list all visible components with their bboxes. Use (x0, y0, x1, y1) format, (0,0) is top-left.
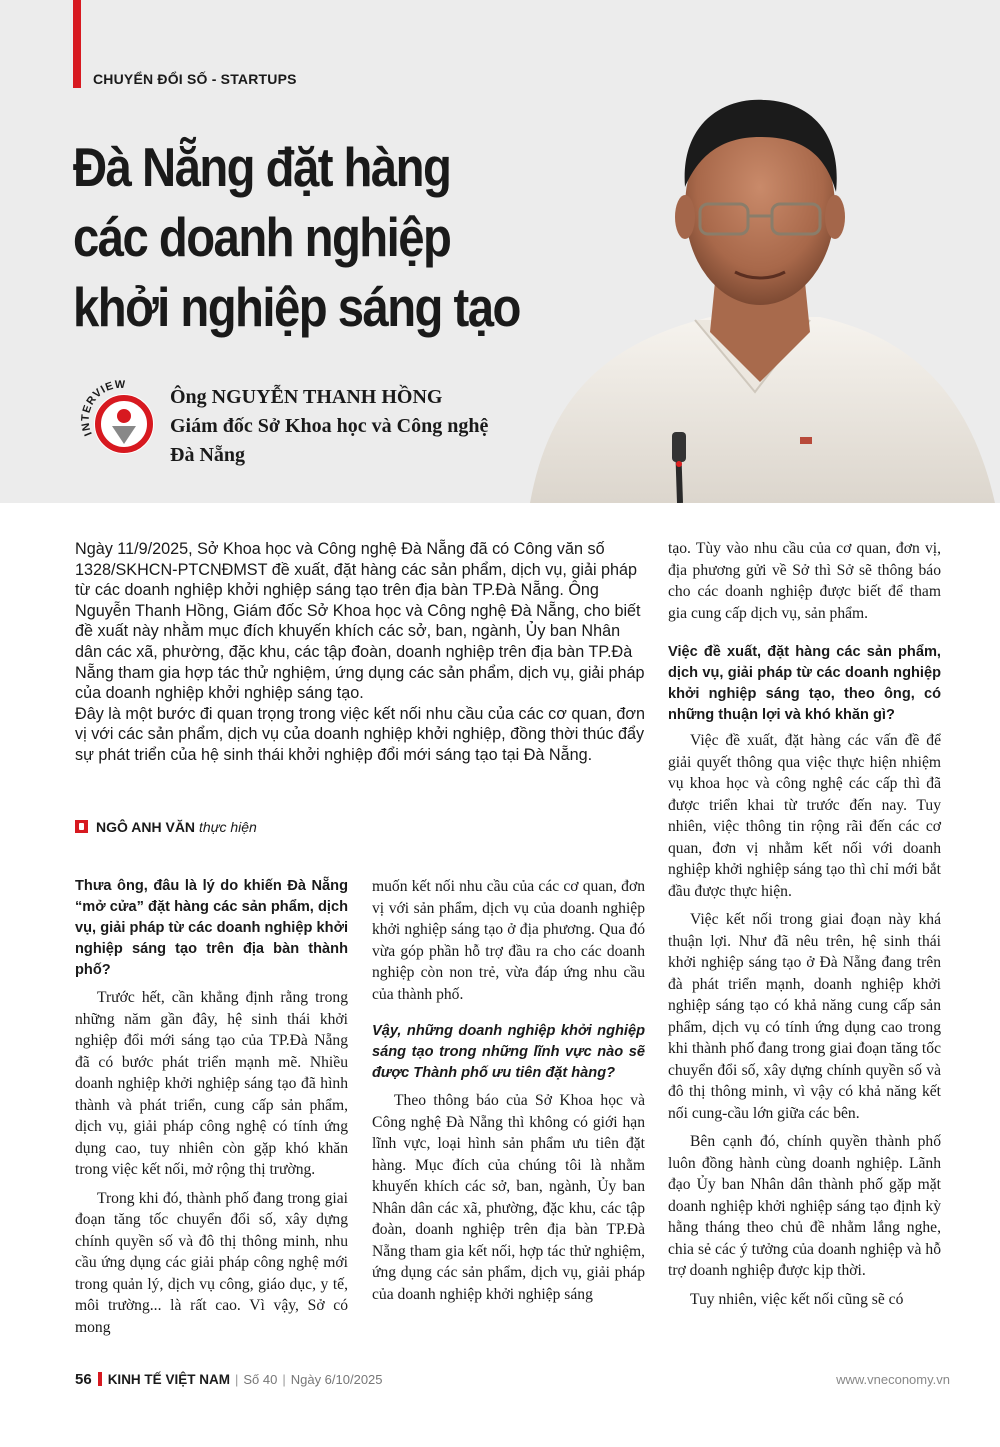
byline (75, 817, 257, 837)
interviewee-name: Ông NGUYỄN THANH HỒNG (170, 386, 443, 408)
column-2 (372, 876, 645, 1312)
page-number: 56 (75, 1371, 92, 1388)
paragraph: Bên cạnh đó, chính quyền thành phố luôn đồng hành cùng doanh nghiệp. Lãnh đạo Ủy ban Nhân dân thành phố gặp mặt doanh nghiệp khởi nghiệp sáng tạo định kỳ hằng tháng theo chủ đề nhằm lắng nghe, chia sẻ các ý tưởng của doanh nghiệp và hỗ trợ doanh nghiệp được kịp thời. (668, 1133, 941, 1279)
header-band (0, 0, 1000, 503)
website: www.vneconomy.vn (836, 1372, 950, 1387)
headline (73, 132, 555, 342)
paragraph: Việc kết nối trong giai đoạn này khá thuận lợi. Như đã nêu trên, hệ sinh thái khởi nghiệp sáng tạo ở Đà Nẵng đang trên đà phát triển mạnh, doanh nghiệp khởi nghiệp sáng tạo có khả năng cung cấp sản phẩm, dịch vụ có tính ứng dụng cao trong khi thành phố đang trong giai đoạn tăng tốc chuyển đổi số, xây dựng chính quyền số và đô thị thông minh, vì vậy có khả năng kết nối cung-cầu lớn giữa các bên. (668, 911, 941, 1122)
interview-badge-icon (78, 378, 162, 462)
magazine-name: KINH TẾ VIỆT NAM (107, 1372, 230, 1387)
byline-role: thực hiện (198, 819, 257, 835)
headline-line: Đà Nẵng đặt hàng (73, 136, 451, 198)
issue-number: Số 40 (243, 1372, 278, 1387)
portrait-photo (520, 92, 1000, 503)
question: Vậy, những doanh nghiệp khởi nghiệp sáng tạo trong những lĩnh vực nào sẽ được Thành phố ưu tiên đặt hàng? (372, 1023, 645, 1081)
interviewee (170, 383, 488, 470)
question: Thưa ông, đâu là lý do khiến Đà Nẵng “mở cửa” đặt hàng các sản phẩm, dịch vụ, giải pháp từ các doanh nghiệp khởi nghiệp sáng tạo trên địa bàn thành phố? (75, 878, 348, 978)
section-label: CHUYỂN ĐỔI SỐ - STARTUPS (93, 71, 297, 87)
footer-marker (98, 1372, 102, 1386)
interviewee-title: Giám đốc Sở Khoa học và Công nghệ (170, 415, 489, 437)
paragraph: tạo. Tùy vào nhu cầu của cơ quan, đơn vị, địa phương gửi về Sở thì Sở sẽ thông báo cho các doanh nghiệp được biết để tham gia cung cấp dịch vụ, sản phẩm. (668, 540, 941, 622)
paragraph: Trong khi đó, thành phố đang trong giai đoạn tăng tốc chuyển đổi số, xây dựng chính quyền số và đô thị thông minh, nhu cầu ứng dụng các giải pháp công nghệ mới trong quản lý, dịch vụ công, giáo dục, y tế, môi trường... là rất cao. Vì vậy, Sở có mong (75, 1189, 348, 1336)
paragraph: muốn kết nối nhu cầu của các cơ quan, đơn vị với sản phẩm, dịch vụ của doanh nghiệp khởi nghiệp sáng tạo ở địa phương. Qua đó vừa góp phần hỗ trợ đầu ra cho các doanh nghiệp còn non trẻ, vừa đáp ứng nhu cầu của thành phố. (372, 878, 645, 1003)
section-marker (73, 0, 81, 88)
paragraph: Tuy nhiên, việc kết nối cũng sẽ có (690, 1290, 904, 1308)
headline-line: khởi nghiệp sáng tạo (73, 276, 520, 338)
lead-text: Đây là một bước đi quan trọng trong việc kết nối nhu cầu của các cơ quan, đơn vị với các sản phẩm, dịch vụ của doanh nghiệp khởi nghiệp, đồng thời thúc đẩy sự phát triển của hệ sinh thái khởi nghiệp đổi mới sáng tạo tại Đà Nẵng. (75, 704, 645, 764)
lead-text: Ngày 11/9/2025, Sở Khoa học và Công nghệ Đà Nẵng đã có Công văn số 1328/SKHCN-PTCNĐMST đề xuất, đặt hàng các sản phẩm, dịch vụ, giải pháp từ các doanh nghiệp khởi nghiệp sáng tạo trên địa bàn TP.Đà Nẵng. Ông Nguyễn Thanh Hồng, Giám đốc Sở Khoa học và Công nghệ Đà Nẵng, cho biết đề xuất này nhằm mục đích khuyến khích các sở, ban, ngành, Ủy ban Nhân dân các xã, phường, đặc khu, các tập đoàn, doanh nghiệp trên địa bàn TP.Đà Nẵng tham gia hợp tác thử nghiệm, ứng dụng các sản phẩm, dịch vụ, giải pháp của doanh nghiệp khởi nghiệp sáng tạo. (75, 540, 645, 703)
paragraph: Theo thông báo của Sở Khoa học và Công nghệ Đà Nẵng thì không có giới hạn lĩnh vực, loại hình sản phẩm ưu tiên đặt hàng. Mục đích của chúng tôi là nhằm khuyến khích các sở, ban, ngành, Ủy ban Nhân dân các xã, phường, đặc khu, các tập đoàn, doanh nghiệp trên địa bàn TP.Đà Nẵng tham gia kết nối, hợp tác thử nghiệm, ứng dụng các sản phẩm, dịch vụ, giải pháp của doanh nghiệp khởi nghiệp sáng (372, 1092, 645, 1303)
issue-date: Ngày 6/10/2025 (290, 1372, 383, 1387)
page-footer (75, 1371, 950, 1391)
column-1 (75, 876, 348, 1345)
byline-icon (75, 820, 88, 833)
column-3 (668, 538, 941, 1317)
paragraph: Việc đề xuất, đặt hàng các vấn đề để giải quyết thông qua việc thực hiện nhiệm vụ khoa học và công nghệ các cấp thì đã được triển khai từ trước đến nay. Tuy nhiên, việc thông tin rộng rãi đến các cơ quan, đơn vị nhằm kết nối với doanh nghiệp khởi nghiệp sáng tạo thì chỉ mới bắt đầu được thực hiện. (668, 732, 941, 900)
question: Việc đề xuất, đặt hàng các sản phẩm, dịch vụ, giải pháp từ các doanh nghiệp khởi nghiệp sáng tạo, theo ông, có những thuận lợi và khó khăn gì? (668, 644, 941, 723)
separator: | (282, 1372, 286, 1387)
lead-paragraph (75, 539, 650, 766)
byline-name: NGÔ ANH VĂN (96, 819, 196, 835)
interviewee-location: Đà Nẵng (170, 444, 246, 466)
separator: | (234, 1372, 239, 1387)
paragraph: Trước hết, cần khẳng định rằng trong những năm gần đây, hệ sinh thái khởi nghiệp đổi mới sáng tạo của TP.Đà Nẵng đã có bước phát triển mạnh mẽ. Nhiều doanh nghiệp khởi nghiệp sáng tạo đã hình thành và phát triển, cung cấp sản phẩm, dịch vụ, giải pháp công nghệ có tính ứng dụng cao, tuy nhiên còn gặp khó khăn trong việc kết nối, mở rộng thị trường. (75, 989, 348, 1178)
badge-label: INTERVIEW (79, 378, 127, 438)
headline-line: các doanh nghiệp (73, 206, 451, 268)
